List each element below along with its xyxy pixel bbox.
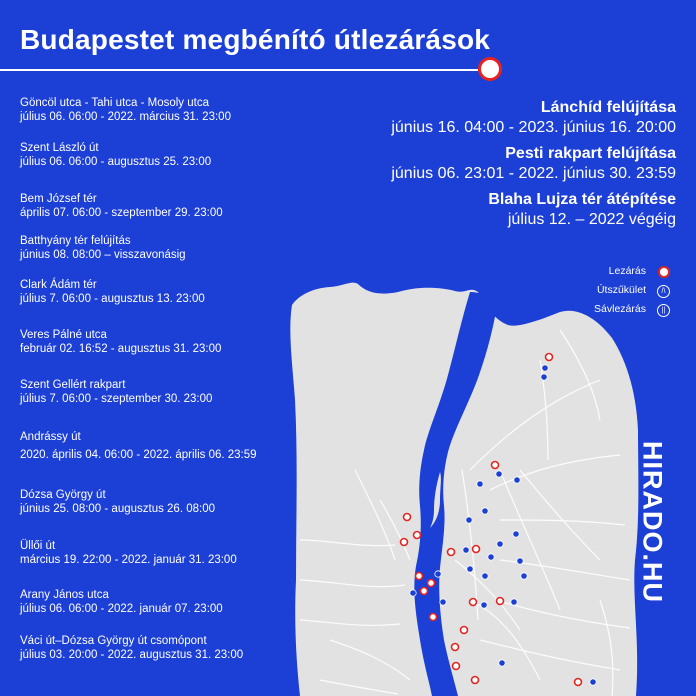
road-narrowing-marker: [497, 541, 503, 547]
closure-name: Dózsa György út: [20, 489, 106, 501]
road-closure-marker: [404, 514, 411, 521]
title-closure-marker-icon: [478, 57, 502, 81]
highlight-item: [391, 144, 676, 184]
closure-dates: július 06. 06:00 - 2022. január 07. 23:00: [20, 603, 223, 615]
road-closure-marker: [401, 539, 408, 546]
closure-dates: június 08. 08:00 – visszavonásig: [20, 249, 186, 261]
lane-closure-icon: ||: [657, 304, 670, 317]
road-closure-marker: [575, 679, 582, 686]
road-closure-marker: [452, 644, 459, 651]
closure-item: [20, 588, 223, 616]
road-closure-marker: [428, 580, 435, 587]
legend-label: Sávlezárás: [594, 303, 646, 315]
road-narrowing-marker: [410, 590, 416, 596]
road-closure-icon: [658, 266, 670, 278]
road-narrowing-marker: [435, 571, 441, 577]
road-narrowing-marker: [541, 374, 547, 380]
closure-name: Batthyány tér felújítás: [20, 235, 131, 247]
closure-name: Üllői út: [20, 540, 56, 552]
closure-dates: július 7. 06:00 - szeptember 30. 23:00: [20, 393, 213, 405]
road-closure-marker: [497, 598, 504, 605]
road-narrowing-marker: [440, 599, 446, 605]
map-legend: [594, 262, 670, 319]
legend-label: Útszűkület: [596, 284, 646, 296]
road-narrowing-marker: [496, 471, 502, 477]
closure-item: [20, 141, 211, 169]
closure-item: [20, 378, 212, 406]
closure-name: Andrássy út: [20, 431, 81, 443]
road-closure-marker: [461, 627, 468, 634]
highlight-name: Blaha Lujza tér átépítése: [488, 191, 676, 208]
closure-item: [20, 192, 223, 220]
title-underline: [0, 69, 478, 71]
road-narrowing-marker: [463, 547, 469, 553]
road-narrowing-marker: [482, 573, 488, 579]
legend-item-lane-closure: [594, 300, 670, 319]
closure-item: [20, 488, 215, 516]
road-closure-marker: [416, 573, 423, 580]
highlight-name: Pesti rakpart felújítása: [505, 145, 676, 162]
closure-name: Göncöl utca - Tahi utca - Mosoly utca: [20, 97, 209, 109]
road-closure-marker: [448, 549, 455, 556]
closure-name: Arany János utca: [20, 589, 109, 601]
road-closure-marker: [421, 588, 428, 595]
road-narrowing-icon: /\: [657, 285, 670, 298]
highlight-dates: július 12. – 2022 végéig: [507, 211, 676, 228]
closure-dates: július 7. 06:00 - augusztus 13. 23:00: [20, 293, 205, 305]
road-narrowing-marker: [513, 531, 519, 537]
road-closure-marker: [453, 663, 460, 670]
legend-item-closure: [594, 262, 670, 281]
legend-item-narrowing: [594, 281, 670, 300]
road-narrowing-marker: [467, 566, 473, 572]
closure-name: Bem József tér: [20, 193, 97, 205]
legend-label: Lezárás: [608, 265, 646, 277]
brand-text: HIRADO.HU: [637, 441, 668, 603]
highlight-dates: június 06. 23:01 - 2022. június 30. 23:59: [391, 165, 676, 182]
closure-item: [20, 539, 237, 567]
road-narrowing-marker: [521, 573, 527, 579]
road-closure-marker: [473, 546, 480, 553]
road-narrowing-marker: [466, 517, 472, 523]
highlight-item: [391, 190, 676, 230]
closure-dates: 2020. április 04. 06:00 - 2022. április 06. 23:59: [20, 449, 257, 461]
closure-item: [20, 278, 205, 306]
closure-dates: június 25. 08:00 - augusztus 26. 08:00: [20, 503, 216, 515]
closure-name: Veres Pálné utca: [20, 329, 107, 341]
road-closure-marker: [470, 599, 477, 606]
highlight-dates: június 16. 04:00 - 2023. június 16. 20:00: [391, 119, 676, 136]
closure-name: Clark Ádám tér: [20, 279, 97, 291]
closure-item: [20, 234, 186, 262]
closure-name: Váci út–Dózsa György út csomópont: [20, 635, 207, 647]
highlight-list: [391, 98, 676, 236]
closure-dates: február 02. 16:52 - augusztus 31. 23:00: [20, 343, 222, 355]
road-narrowing-marker: [542, 365, 548, 371]
highlight-item: [391, 98, 676, 138]
road-closure-marker: [472, 677, 479, 684]
closure-item: [20, 634, 243, 662]
page-title: Budapestet megbénító útlezárások: [20, 24, 491, 55]
road-narrowing-marker: [511, 599, 517, 605]
closure-dates: március 19. 22:00 - 2022. január 31. 23:00: [20, 554, 237, 566]
closure-dates: július 06. 06:00 - 2022. március 31. 23:00: [20, 111, 231, 123]
road-narrowing-marker: [482, 508, 488, 514]
closure-dates: április 07. 06:00 - szeptember 29. 23:00: [20, 207, 223, 219]
road-narrowing-marker: [514, 477, 520, 483]
closure-item: [20, 328, 221, 356]
road-narrowing-marker: [477, 481, 483, 487]
road-closure-marker: [546, 354, 553, 361]
closure-item: [20, 96, 231, 124]
closure-dates: július 03. 20:00 - 2022. augusztus 31. 23:00: [20, 649, 244, 661]
road-narrowing-marker: [499, 660, 505, 666]
closure-dates: július 06. 06:00 - augusztus 25. 23:00: [20, 156, 212, 168]
road-closure-marker: [430, 614, 437, 621]
highlight-name: Lánchíd felújítása: [540, 99, 676, 116]
road-closure-marker: [414, 532, 421, 539]
road-closure-marker: [492, 462, 499, 469]
closure-name: Szent Gellért rakpart: [20, 379, 126, 391]
road-narrowing-marker: [590, 679, 596, 685]
closure-name: Szent László út: [20, 142, 99, 154]
road-narrowing-marker: [517, 558, 523, 564]
road-narrowing-marker: [481, 602, 487, 608]
road-narrowing-marker: [488, 554, 494, 560]
closure-item: [20, 430, 257, 462]
